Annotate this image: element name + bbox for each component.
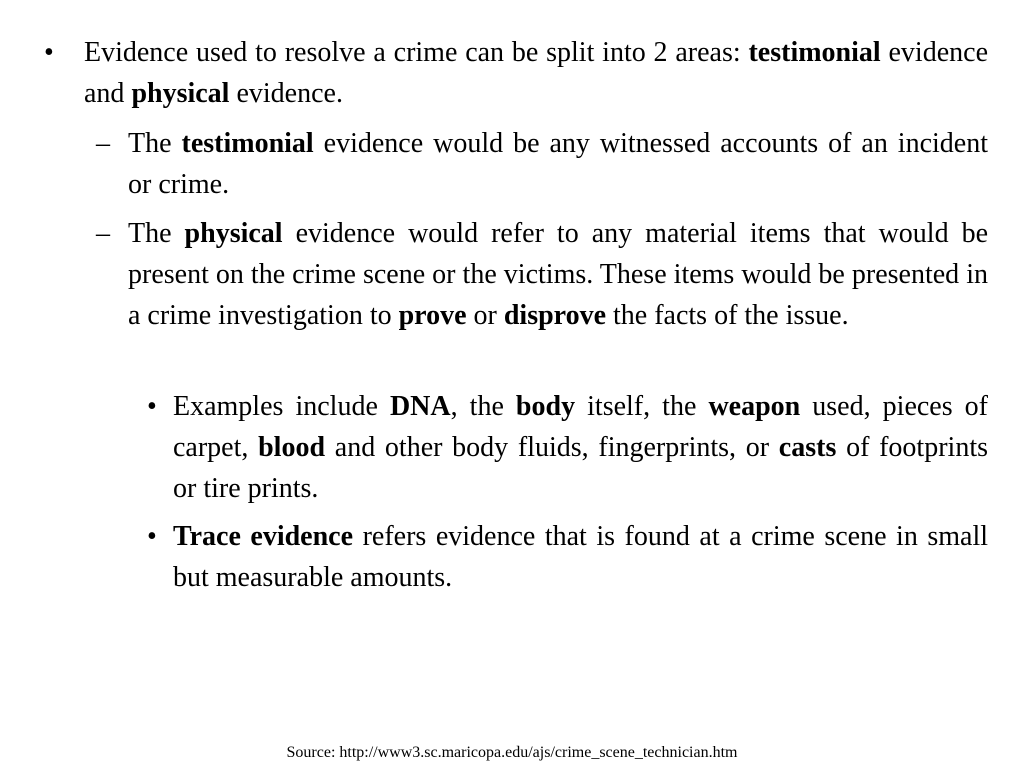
text-run: Examples include — [173, 391, 390, 422]
text-run: the facts of the issue. — [606, 300, 849, 331]
bullet-marker: • — [147, 521, 157, 552]
text-run: refers evidence that is found at a crime scene in small but measurable amounts. — [173, 521, 988, 593]
text-run: Evidence used to resolve a crime can be split into 2 areas: — [84, 37, 749, 68]
bold-term-casts: casts — [778, 432, 837, 463]
bullet-marker: • — [44, 37, 54, 68]
text-run: evidence would refer to any material items that would be present on the crime scene or the victims. These items would be presented in a crime investigation to — [128, 218, 989, 331]
bullet-marker: • — [147, 391, 157, 422]
dash-marker: – — [96, 128, 110, 159]
text-run: The — [128, 218, 185, 249]
bold-term-body: body — [515, 391, 576, 422]
subbullet-testimonial-evidence — [96, 123, 989, 205]
text-run: , the — [450, 391, 516, 422]
text-run: of footprints or tire prints. — [173, 432, 988, 504]
dash-marker: – — [96, 218, 110, 249]
subsubbullet-trace-evidence — [147, 516, 988, 598]
text-run: The — [128, 128, 182, 159]
text-run: evidence. — [229, 78, 343, 109]
text-run: and other body fluids, fingerprints, or — [325, 432, 779, 463]
bold-term-physical: physical — [184, 218, 283, 249]
subsubbullet-examples — [147, 386, 988, 509]
bold-term-physical: physical — [131, 78, 230, 109]
bold-term-blood: blood — [258, 432, 326, 463]
source-citation: Source: http://www3.sc.maricopa.edu/ajs/crime_scene_technician.htm — [286, 744, 738, 761]
bold-term-disprove: disprove — [503, 300, 607, 331]
bold-term-testimonial: testimonial — [181, 128, 314, 159]
bold-term-prove: prove — [398, 300, 467, 331]
text-run: itself, the — [575, 391, 709, 422]
text-run: evidence would be any witnessed accounts of an incident or crime. — [128, 128, 989, 200]
bold-term-weapon: weapon — [708, 391, 801, 422]
bold-term-testimonial: testimonial — [748, 37, 881, 68]
bullet-evidence-areas — [44, 32, 988, 114]
text-run: or — [466, 300, 504, 331]
text-run: used, pieces of carpet, — [173, 391, 988, 463]
subbullet-physical-evidence — [96, 213, 989, 336]
bold-term-trace-evidence: Trace evidence — [173, 521, 354, 552]
bold-term-dna: DNA — [389, 391, 451, 422]
text-run: evidence and — [84, 37, 988, 109]
